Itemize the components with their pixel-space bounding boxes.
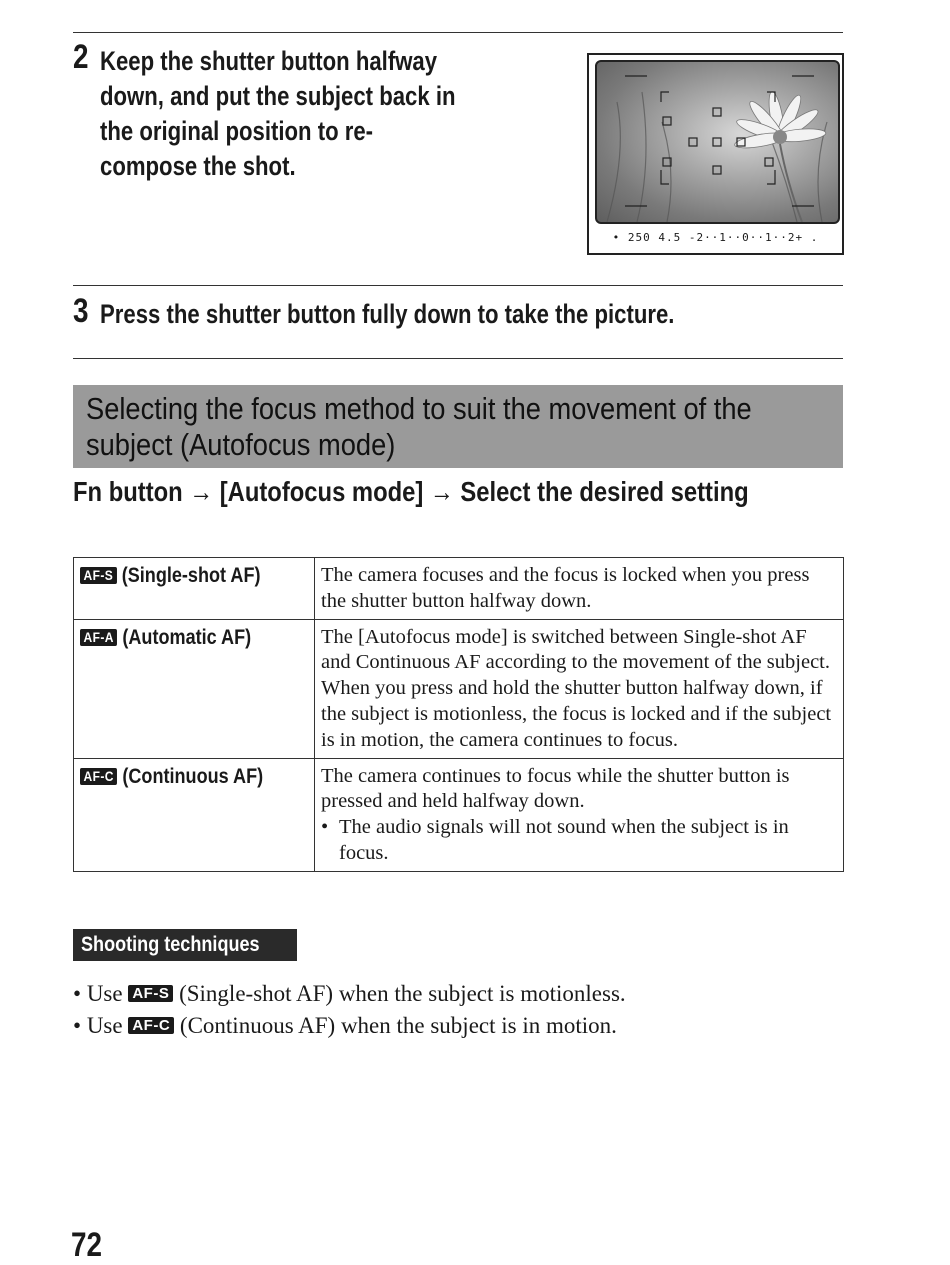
- mode-description: When you press and hold the shutter button halfway down, if the subject is motionless, the focus is locked and if the subject is in motion, the camera continues to focus.: [321, 677, 832, 751]
- step-2-line: down, and put the subject back in: [100, 81, 456, 111]
- bullet-icon: •: [321, 816, 329, 839]
- mode-name-cell: [74, 619, 315, 758]
- step-2-text: [100, 44, 455, 184]
- mode-description-cell: [315, 619, 844, 758]
- mode-description: The camera focuses and the focus is locked when you press the shutter button halfway down.: [321, 564, 810, 612]
- mode-name: (Single-shot AF): [116, 564, 261, 587]
- autofocus-mode-table: [73, 557, 844, 872]
- techniques-list: [73, 978, 626, 1042]
- af-c-icon: AF-C: [128, 1017, 174, 1034]
- list-item: • Use AF-C (Continuous AF) when the subject is in motion.: [73, 1013, 617, 1038]
- bullet-icon: •: [73, 1013, 87, 1038]
- step-2-line: compose the shot.: [100, 151, 296, 181]
- mode-name: (Automatic AF): [117, 625, 252, 649]
- mode-name: (Continuous AF): [117, 764, 264, 788]
- top-rule: [73, 32, 843, 33]
- af-c-icon: AF-C: [80, 768, 117, 785]
- section-banner: [73, 385, 843, 468]
- viewfinder-scene-image: [597, 62, 838, 222]
- step-3-rule: [73, 285, 843, 286]
- af-s-icon: AF-S: [80, 567, 117, 584]
- section-rule: [73, 358, 843, 359]
- shooting-techniques-label: Shooting techniques: [73, 929, 297, 961]
- bullet-icon: •: [73, 981, 87, 1006]
- af-s-icon: AF-S: [128, 985, 173, 1002]
- mode-description-cell: [315, 758, 844, 871]
- page-number: 72: [71, 1226, 103, 1264]
- step-2-line: the original position to re-: [100, 116, 374, 146]
- step-2-number: 2: [73, 38, 88, 76]
- fn-button-instruction: Fn button → [Autofocus mode] → Select the desired setting: [73, 476, 749, 507]
- af-a-icon: AF-A: [80, 629, 117, 646]
- note-text: The audio signals will not sound when the subject is in focus.: [339, 816, 789, 864]
- list-item: • Use AF-S (Single-shot AF) when the subject is motionless.: [73, 981, 626, 1006]
- step-2-line: Keep the shutter button halfway: [100, 46, 438, 76]
- mode-description-cell: [315, 558, 844, 620]
- viewfinder-screen: [595, 60, 840, 224]
- section-title: Selecting the focus method to suit the movement of the subject (Autofocus mode): [86, 391, 752, 462]
- note-bullet: [321, 815, 837, 867]
- table-row: [74, 619, 844, 758]
- step-3-text: Press the shutter button fully down to take the picture.: [100, 299, 675, 329]
- mode-description: The [Autofocus mode] is switched between Single-shot AF and Continuous AF according to the movement of the subject.: [321, 625, 830, 674]
- viewfinder-illustration: [587, 53, 844, 255]
- step-3-number: 3: [73, 292, 88, 330]
- mode-name-cell: [74, 758, 315, 871]
- mode-name-cell: [74, 558, 315, 620]
- table-row: [74, 758, 844, 871]
- mode-description: The camera continues to focus while the shutter button is pressed and held halfway down.: [321, 764, 790, 813]
- viewfinder-readout: • 250 4.5 -2··1··0··1··2+ .: [612, 231, 819, 244]
- table-row: [74, 558, 844, 620]
